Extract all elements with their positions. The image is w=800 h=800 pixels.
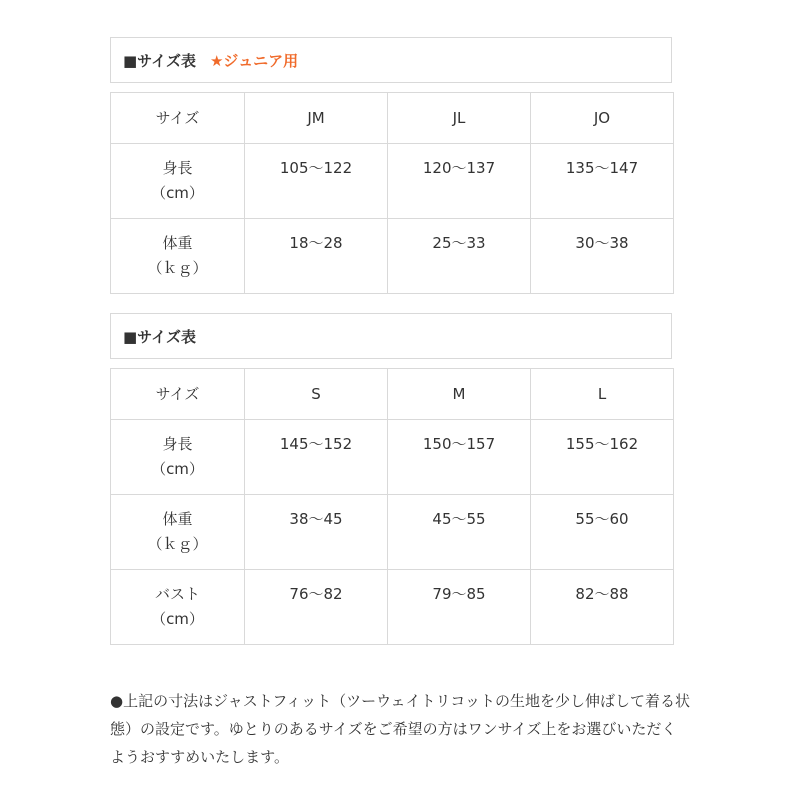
value-cell: 145〜152 — [245, 420, 388, 495]
header-cell: M — [388, 369, 531, 420]
value-cell: 155〜162 — [531, 420, 674, 495]
table-row-bust — [111, 570, 674, 645]
junior-label: ★ジュニア用 — [209, 51, 299, 70]
header-cell: サイズ — [111, 93, 245, 144]
value-cell: 135〜147 — [531, 144, 674, 219]
junior-size-table — [110, 92, 674, 294]
value-cell: 30〜38 — [531, 219, 674, 294]
value-cell: 120〜137 — [388, 144, 531, 219]
junior-table-title: ■サイズ表 — [123, 51, 196, 70]
table-row-weight — [111, 219, 674, 294]
table-row-height — [111, 144, 674, 219]
table-row-weight — [111, 495, 674, 570]
adult-table-title: ■サイズ表 — [123, 327, 196, 346]
table-row-height — [111, 420, 674, 495]
header-cell: JM — [245, 93, 388, 144]
sizing-note: ●上記の寸法はジャストフィット（ツーウェイトリコットの生地を少し伸ばして着る状態）の設定です。ゆとりのあるサイズをご希望の方はワンサイズ上をお選びいただくようおすすめいたします。 — [110, 692, 690, 766]
adult-size-table-heading — [110, 313, 672, 359]
value-cell: 18〜28 — [245, 219, 388, 294]
header-cell: JO — [531, 93, 674, 144]
value-cell: 38〜45 — [245, 495, 388, 570]
row-label-cell: バスト （cm） — [111, 570, 245, 645]
junior-size-table-heading — [110, 37, 672, 83]
value-cell: 25〜33 — [388, 219, 531, 294]
value-cell: 76〜82 — [245, 570, 388, 645]
value-cell: 55〜60 — [531, 495, 674, 570]
row-label-cell: 体重 （ｋｇ） — [111, 219, 245, 294]
header-cell: JL — [388, 93, 531, 144]
row-label-cell: 体重 （ｋｇ） — [111, 495, 245, 570]
value-cell: 82〜88 — [531, 570, 674, 645]
row-label-cell: 身長 （cm） — [111, 144, 245, 219]
header-cell: サイズ — [111, 369, 245, 420]
value-cell: 105〜122 — [245, 144, 388, 219]
value-cell: 45〜55 — [388, 495, 531, 570]
adult-size-table — [110, 368, 674, 645]
header-cell: L — [531, 369, 674, 420]
value-cell: 79〜85 — [388, 570, 531, 645]
row-label-cell: 身長 （cm） — [111, 420, 245, 495]
table-header-row — [111, 93, 674, 144]
table-header-row — [111, 369, 674, 420]
header-cell: S — [245, 369, 388, 420]
value-cell: 150〜157 — [388, 420, 531, 495]
